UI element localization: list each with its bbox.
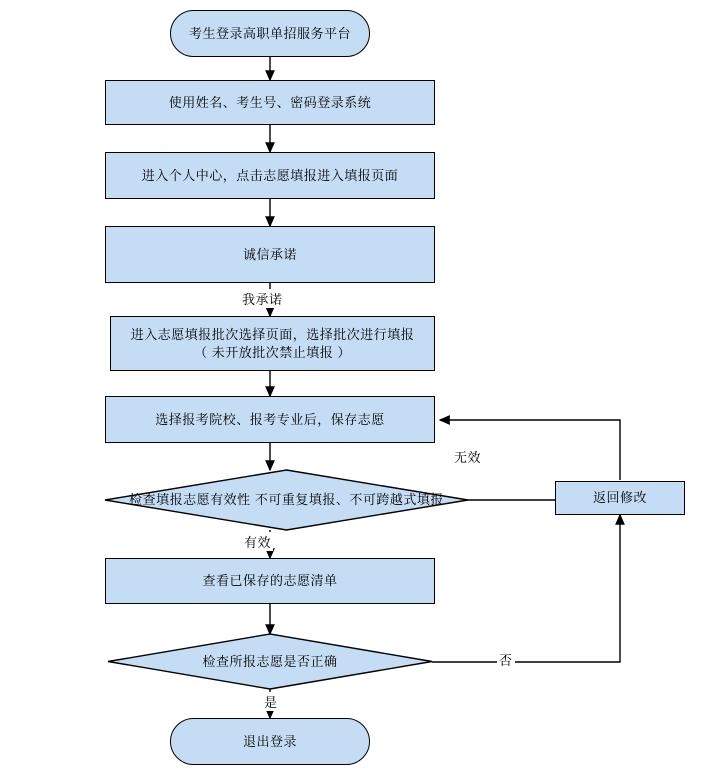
node-login [105,80,435,125]
node-start [170,10,370,57]
node-choose-school-major-line-1: 选择报考院校、报考专业后，保存志愿 [155,411,385,427]
node-confirm-correct-line-1: 检查所报志愿是否正确 [202,653,338,669]
node-validate-volunteer-line-2: 不可重复填报、不可跨越式填报 [254,492,444,507]
edge-label-invalid: 无效 [452,447,483,466]
node-login-line-1: 使用姓名、考生号、密码登录系统 [168,94,372,110]
edge-label-valid: 有效 [242,532,273,551]
node-confirm-correct [108,634,432,689]
node-choose-school-major [105,396,435,443]
node-validate-volunteer-line-1: 检查填报志愿有效性 [129,492,251,507]
edge-label-no: 否 [497,650,515,669]
node-start-line-1: 考生登录高职单招服务平台 [188,25,351,41]
node-saved-list-line-1: 查看已保存的志愿清单 [202,573,338,588]
node-integrity-promise-line-1: 诚信承诺 [242,246,297,262]
node-saved-list [105,558,435,604]
node-logout-line-1: 退出登录 [242,733,297,749]
node-batch-select-line-1: 进入志愿填报批次选择页面，选择批次进行填报 [130,326,415,342]
node-personal-center [105,152,435,199]
node-return-modify-line-1: 返回修改 [592,490,647,505]
node-return-modify [555,481,685,515]
node-logout [170,718,370,765]
edge-label-promise: 我承诺 [240,289,285,308]
node-validate-volunteer [105,470,468,530]
node-batch-select-line-2: （ 未开放批次禁止填报 ） [194,344,351,360]
node-integrity-promise [105,226,435,283]
node-personal-center-line-1: 进入个人中心，点击志愿填报进入填报页面 [141,167,399,183]
edge-label-yes: 是 [262,692,280,711]
node-batch-select [110,316,435,371]
